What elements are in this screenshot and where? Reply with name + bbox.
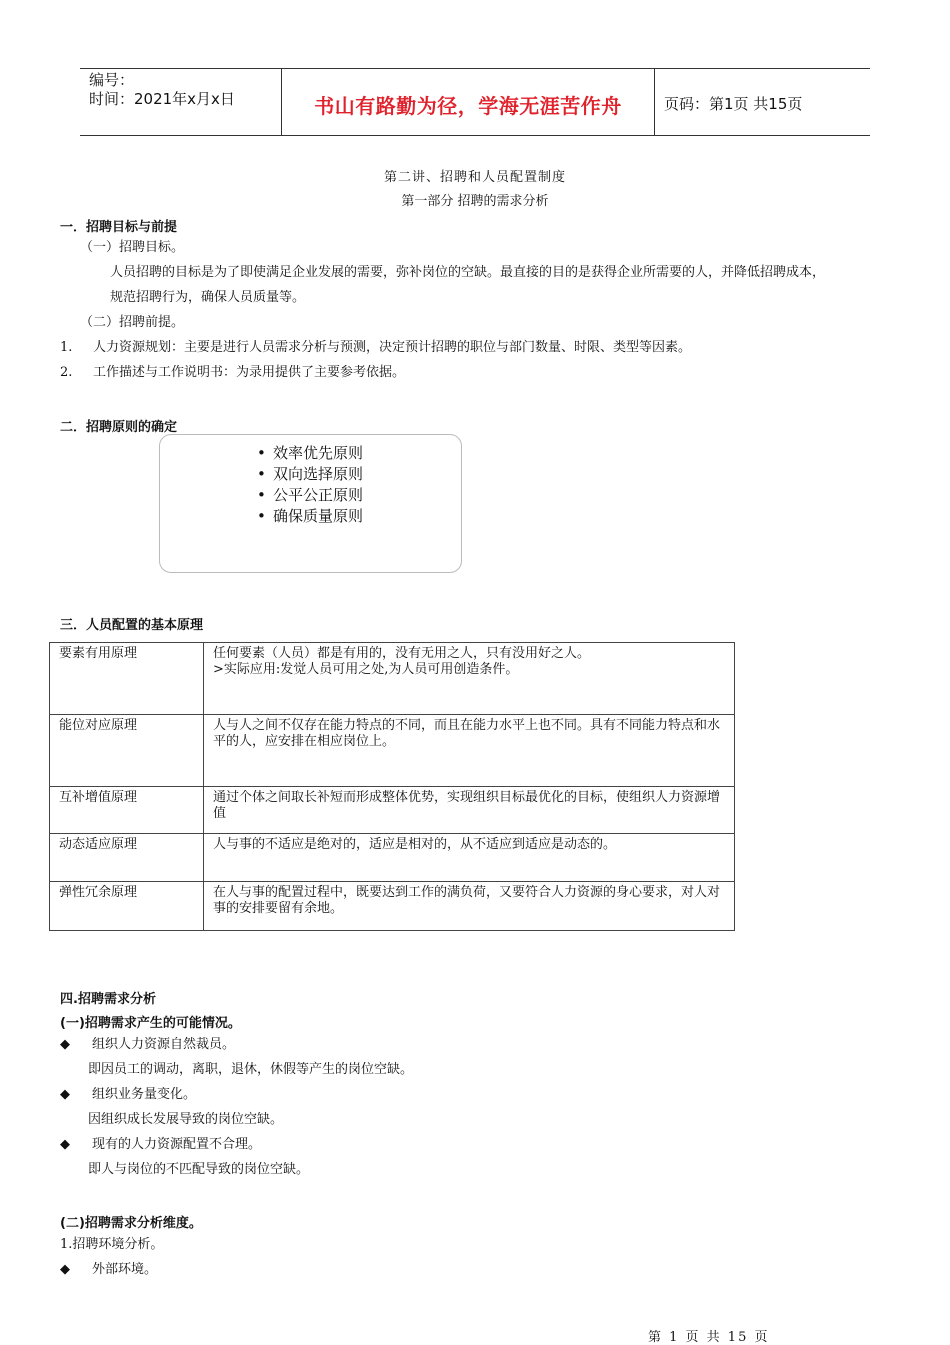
list-item: • 效率优先原则	[257, 444, 364, 462]
dim1-line: 1.招聘环境分析。	[60, 1237, 164, 1252]
header-divider-right	[654, 69, 655, 136]
header-time-label: 时间：2021年x月x日	[89, 90, 235, 108]
section1-item1-num: 1.	[60, 340, 73, 355]
list-item: • 公平公正原则	[257, 486, 364, 504]
case2-detail: 因组织成长发展导致的岗位空缺。	[88, 1112, 284, 1127]
section4-heading: 四.招聘需求分析	[60, 992, 156, 1007]
section2-heading: 二．招聘原则的确定	[60, 420, 178, 435]
principles-table	[49, 642, 735, 931]
diamond-bullet-icon: ◆	[60, 1262, 70, 1277]
case2-line: ◆ 组织业务量变化。	[60, 1083, 196, 1107]
list-item: • 双向选择原则	[257, 465, 364, 483]
bullet-icon: •	[257, 486, 266, 504]
diamond-bullet-icon: ◆	[60, 1037, 70, 1052]
bullet-icon: •	[257, 465, 266, 483]
principle-name: 能位对应原理	[50, 715, 204, 787]
principle-name: 动态适应原理	[50, 834, 204, 882]
section1-sub1: （一）招聘目标。	[80, 240, 185, 255]
case3-detail: 即人与岗位的不匹配导致的岗位空缺。	[88, 1162, 310, 1177]
principle-desc: 人与人之间不仅存在能力特点的不同，而且在能力水平上也不同。具有不同能力特点和水平的人，应安排在相应岗位上。	[204, 715, 735, 787]
table-row	[50, 643, 735, 715]
section1-item2: 工作描述与工作说明书：为录用提供了主要参考依据。	[93, 365, 406, 380]
table-row	[50, 787, 735, 834]
list-item: • 确保质量原则	[257, 507, 364, 525]
section1-sub2: （二）招聘前提。	[80, 315, 185, 330]
case1-detail: 即因员工的调动，离职，退休，休假等产生的岗位空缺。	[88, 1062, 414, 1077]
header-meta	[89, 71, 235, 109]
case3-line: ◆ 现有的人力资源配置不合理。	[60, 1133, 261, 1157]
footer-page-number: 第 1 页 共 15 页	[648, 1330, 770, 1345]
lecture-title: 第二讲、招聘和人员配置制度	[383, 170, 566, 185]
table-row	[50, 882, 735, 931]
table-row	[50, 715, 735, 787]
section3-heading: 三．人员配置的基本原理	[60, 618, 204, 633]
header-top-rule	[80, 68, 870, 69]
case1-line: ◆ 组织人力资源自然裁员。	[60, 1033, 235, 1057]
header-motto: 书山有路勤为径，学海无涯苦作舟	[314, 94, 622, 118]
section4-sub2: (二)招聘需求分析维度。	[60, 1216, 202, 1231]
section1-heading: 一．招聘目标与前提	[60, 220, 178, 235]
principle-desc: 通过个体之间取长补短而形成整体优势，实现组织目标最优化的目标，使组织人力资源增值	[204, 787, 735, 834]
section1-para-line2: 规范招聘行为，确保人员质量等。	[110, 290, 306, 305]
principle-name: 要素有用原理	[50, 643, 204, 715]
section1-item2-num: 2.	[60, 365, 73, 380]
bullet-icon: •	[257, 444, 266, 462]
section1-item1: 人力资源规划：主要是进行人员需求分析与预测，决定预计招聘的职位与部门数量、时限、类型等因素。	[93, 340, 692, 355]
principle-desc: 人与事的不适应是绝对的，适应是相对的，从不适应到适应是动态的。	[204, 834, 735, 882]
principle-desc: 在人与事的配置过程中，既要达到工作的满负荷，又要符合人力资源的身心要求，对人对事的安排要留有余地。	[204, 882, 735, 931]
table-row	[50, 834, 735, 882]
section4-sub1: (一)招聘需求产生的可能情况。	[60, 1016, 241, 1031]
principle-name: 互补增值原理	[50, 787, 204, 834]
principle-desc: 任何要素（人员）都是有用的，没有无用之人，只有没用好之人。 >实际应用:发觉人员可用之处,为人员可用创造条件。	[204, 643, 735, 715]
principles-list	[257, 443, 363, 527]
section1-para-line1: 人员招聘的目标是为了即使满足企业发展的需要，弥补岗位的空缺。最直接的目的是获得企业所需要的人，并降低招聘成本，	[110, 265, 826, 280]
part-title: 第一部分 招聘的需求分析	[401, 194, 549, 209]
header-number-label: 编号：	[89, 71, 135, 89]
diamond-bullet-icon: ◆	[60, 1087, 70, 1102]
principle-name: 弹性冗余原理	[50, 882, 204, 931]
header-page-info: 页码：第1页 共15页	[664, 95, 803, 113]
bullet-icon: •	[257, 507, 266, 525]
diamond-bullet-icon: ◆	[60, 1137, 70, 1152]
dim1-item: ◆ 外部环境。	[60, 1258, 157, 1282]
header-bottom-rule	[80, 135, 870, 136]
principles-box	[159, 434, 462, 573]
